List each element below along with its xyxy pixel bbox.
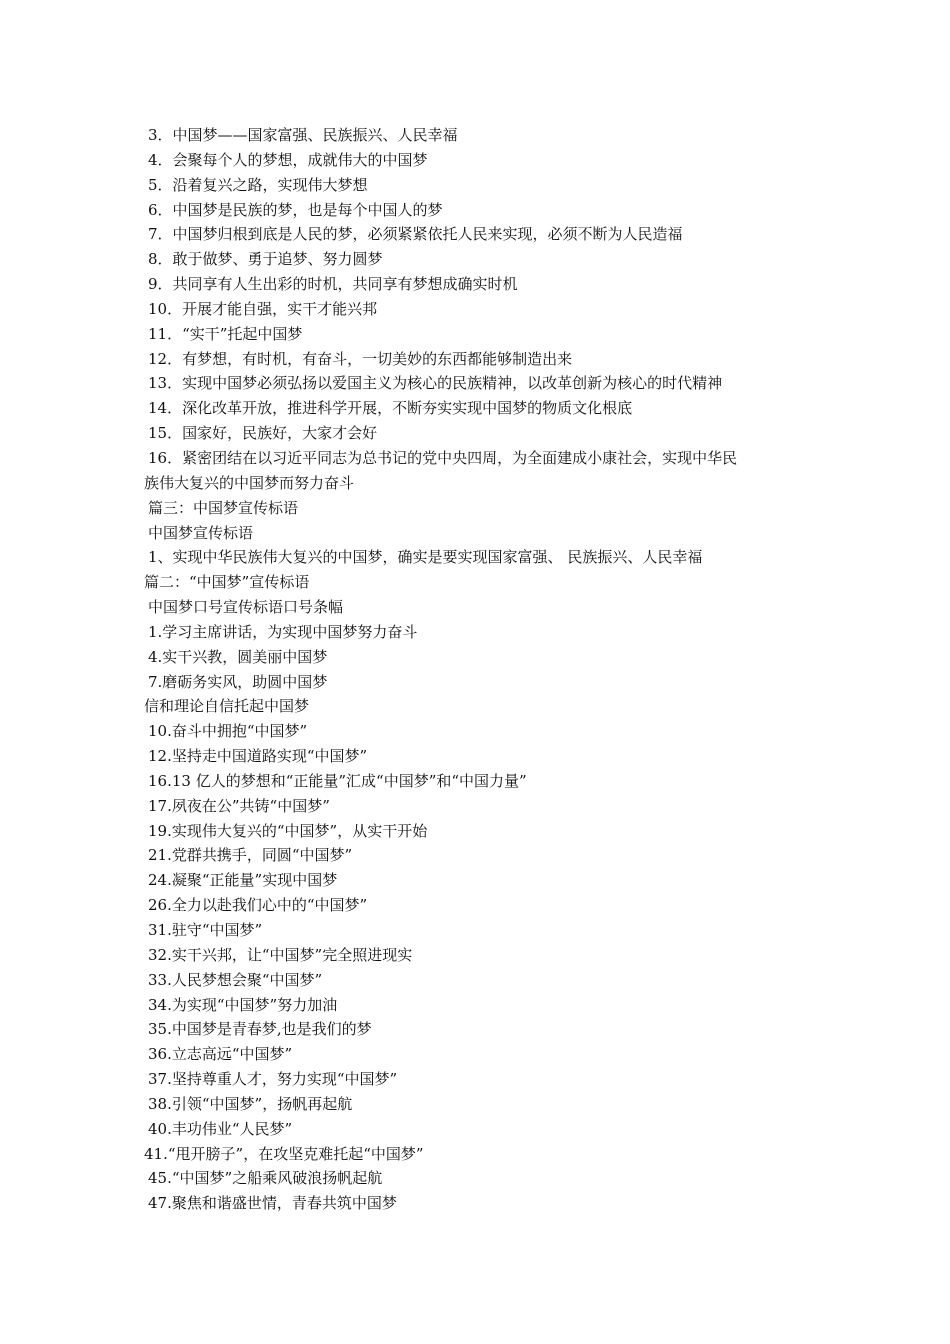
slogan-item: 10.奋斗中拥抱“中国梦” [148,722,308,741]
slogan-item: 47.聚焦和谐盛世情，青春共筑中国梦 [148,1194,397,1213]
list-item-13: 13．实现中国梦必须弘扬以爱国主义为核心的民族精神，以改革创新为核心的时代精神 [148,374,723,393]
slogan-item: 35.中国梦是青春梦,也是我们的梦 [148,1020,372,1039]
slogan-item: 19.实现伟大复兴的“中国梦”，从实干开始 [148,821,428,840]
list-item-8: 8．敢于做梦、勇于追梦、努力圆梦 [148,250,383,269]
slogan-item: 40.丰功伟业“人民梦” [148,1119,293,1138]
list-item-5: 5．沿着复兴之路，实现伟大梦想 [148,175,368,194]
slogan-item: 32.实干兴邦，让“中国梦”完全照进现实 [148,945,413,964]
slogan-item: 4.实干兴教，圆美丽中国梦 [148,647,328,666]
list-item-16-continued: 族伟大复兴的中国梦而努力奋斗 [144,473,355,492]
section-heading-part-three: 篇三：中国梦宣传标语 [148,498,299,517]
slogan-item: 17.夙夜在公”共铸“中国梦” [148,796,330,815]
slogan-item: 33.人民梦想会聚“中国梦” [148,970,323,989]
slogan-item: 16.13 亿人的梦想和“正能量”汇成“中国梦”和“中国力量” [148,771,527,790]
slogan-item: 31.驻守“中国梦” [148,921,263,939]
list-item-15: 15．国家好，民族好，大家才会好 [148,424,378,443]
list-item-4: 4．会聚每个人的梦想，成就伟大的中国梦 [148,150,428,169]
slogan-item: 41.“甩开膀子”，在攻坚克难托起“中国梦” [144,1144,424,1163]
list-item-6: 6．中国梦是民族的梦，也是每个中国人的梦 [148,200,443,219]
list-item-14: 14．深化改革开放，推进科学开展，不断夯实实现中国梦的物质文化根底 [148,399,633,418]
section-subheading: 中国梦口号宣传标语口号条幅 [148,598,344,617]
slogan-item: 1.学习主席讲话，为实现中国梦努力奋斗 [148,622,418,641]
slogan-item: 信和理论自信托起中国梦 [144,697,310,716]
slogan-item: 21.党群共携手，同圆“中国梦” [148,846,353,865]
list-item-3: 3．中国梦——国家富强、民族振兴、人民幸福 [148,126,458,144]
list-item-16: 16．紧密团结在以习近平同志为总书记的党中央四周，为全面建成小康社会，实现中华民 [148,448,738,467]
list-item-11: 11．“实干”托起中国梦 [148,324,303,343]
list-item-9: 9．共同享有人生出彩的时机，共同享有梦想成确实时机 [148,275,518,294]
list-item-12: 12．有梦想，有时机，有奋斗，一切美妙的东西都能够制造出来 [148,349,573,368]
slogan-item: 36.立志高远“中国梦” [148,1045,293,1064]
slogan-item: 7.磨砺务实风，助圆中国梦 [148,672,328,691]
section-subheading: 中国梦宣传标语 [148,523,254,542]
slogan-item: 34.为实现“中国梦”努力加油 [148,995,338,1014]
list-item-7: 7．中国梦归根到底是人民的梦，必须紧紧依托人民来实现，必须不断为人民造福 [148,225,683,244]
slogan-item: 37.坚持尊重人才，努力实现“中国梦” [148,1070,398,1089]
slogan-item: 12.坚持走中国道路实现“中国梦” [148,747,368,766]
document-body [144,123,824,1216]
slogan-item: 45.“中国梦”之船乘风破浪扬帆起航 [148,1169,383,1188]
slogan-item: 24.凝聚“正能量”实现中国梦 [148,871,338,890]
section-heading-part-two: 篇二：“中国梦”宣传标语 [144,573,310,592]
slogan-item: 26.全力以赴我们心中的“中国梦” [148,896,368,915]
slogan-item: 38.引领“中国梦”，扬帆再起航 [148,1094,353,1113]
slogan-item: 1、实现中华民族伟大复兴的中国梦，确实是要实现国家富强、 民族振兴、人民幸福 [148,548,703,567]
list-item-10: 10．开展才能自强，实干才能兴邦 [148,299,378,318]
